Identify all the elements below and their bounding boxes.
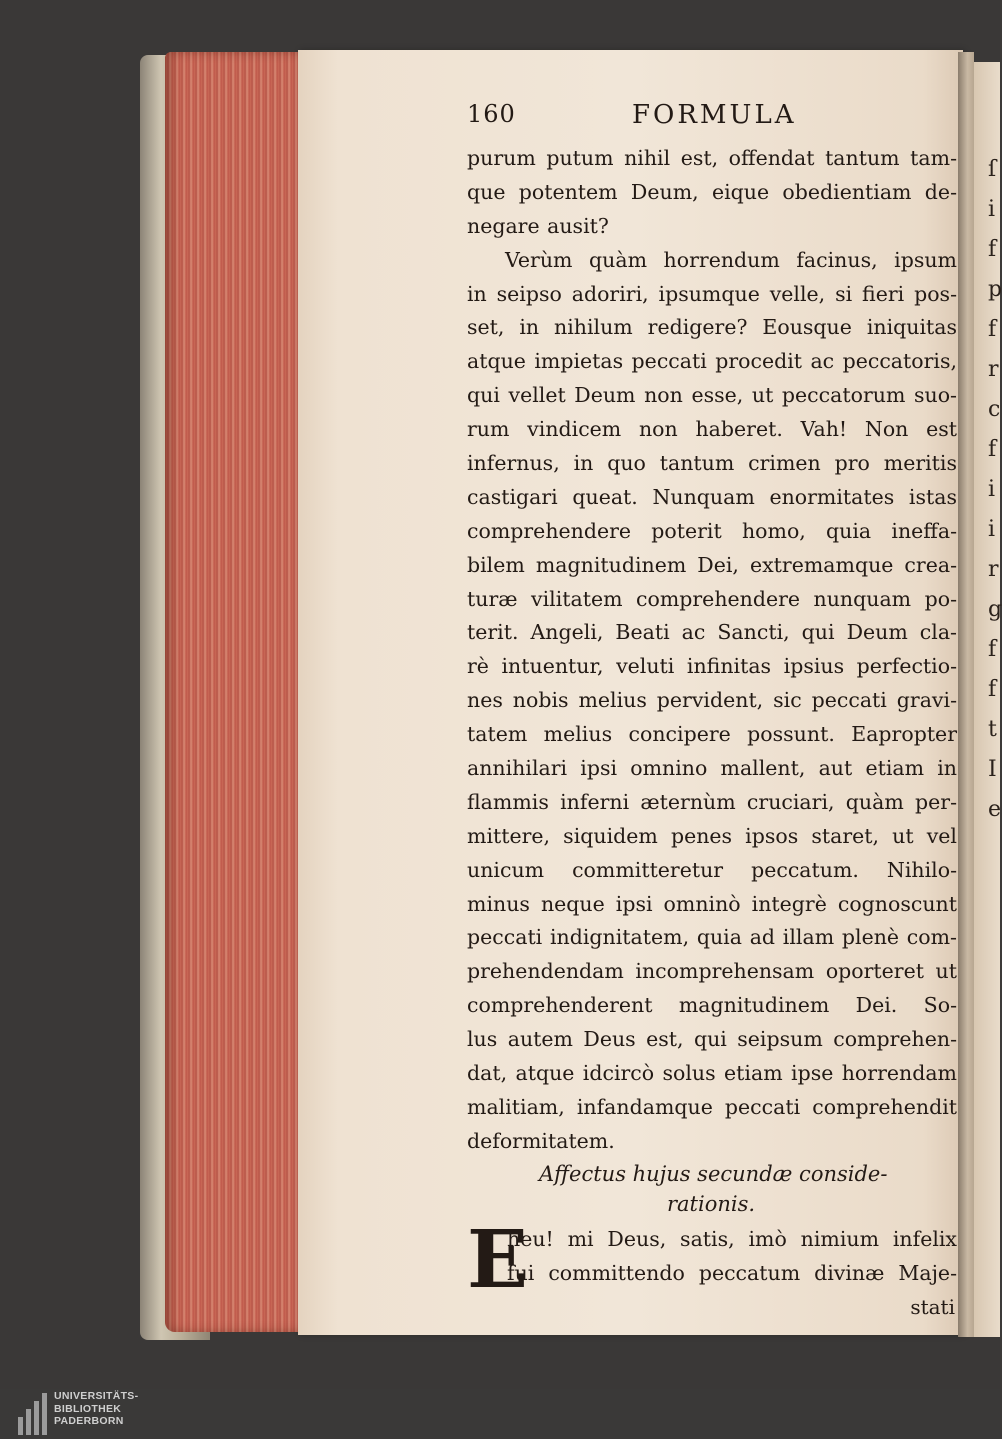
facing-page-letter: f	[988, 437, 997, 462]
facing-page-letter: r	[988, 357, 999, 382]
text-line: turæ vilitatem comprehendere nunquam po-	[467, 586, 957, 611]
text-line: minus neque ipsi omninò integrè cognoscunt	[467, 891, 957, 916]
text-line: set, in nihilum redigere? Eousque iniquitas	[467, 315, 957, 340]
text-line: comprehendere poterit homo, quia ineffa-	[467, 518, 957, 543]
facing-page-letter: g	[988, 597, 1002, 622]
text-line: mittere, siquidem penes ipsos staret, ut vel	[467, 823, 957, 848]
text-line: purum putum nihil est, offendat tantum tam-	[467, 146, 957, 170]
page-header	[467, 100, 957, 142]
text-line: fui committendo peccatum divinæ Maje-	[507, 1260, 957, 1285]
text-line: nes nobis melius pervident, sic peccati gravi-	[467, 688, 957, 713]
text-line: deformitatem.	[467, 1128, 615, 1153]
facing-page-letter: f	[988, 677, 997, 702]
facing-page-letter: c	[988, 397, 1001, 422]
text-line: rè intuentur, veluti infinitas ipsius perfectio-	[467, 654, 957, 679]
text-line: que potentem Deum, eique obedientiam de-	[467, 179, 957, 204]
page-text-block	[467, 100, 957, 1323]
text-line: rum vindicem non haberet. Vah! Non est	[467, 417, 957, 442]
text-line: comprehenderent magnitudinem Dei. So-	[467, 993, 957, 1018]
library-footer	[0, 1389, 1000, 1439]
prayer-paragraph	[467, 1211, 957, 1306]
section-heading	[467, 1159, 957, 1219]
text-line: atque impietas peccati procedit ac peccatoris,	[467, 349, 957, 374]
facing-page-letter: ſ	[988, 157, 997, 182]
text-line: malitiam, infandamque peccati comprehendit	[467, 1094, 957, 1119]
page-number: 160	[467, 100, 516, 128]
facing-page-letter: f	[988, 237, 997, 262]
facing-page-letter: t	[988, 717, 997, 742]
red-page-edges	[165, 52, 300, 1332]
text-line: tatem melius concipere possunt. Eapropter	[467, 722, 957, 747]
text-line: heu! mi Deus, satis, imò nimium infelix	[507, 1226, 957, 1251]
text-line: negare ausit?	[467, 213, 609, 238]
text-line: infernus, in quo tantum crimen pro meritis	[467, 451, 957, 476]
text-line: dat, atque idcircò solus etiam ipse horrendam	[467, 1061, 957, 1086]
text-line: Verùm quàm horrendum facinus, ipsum	[505, 247, 957, 272]
facing-page-letter: r	[988, 557, 999, 582]
text-line: peccati indignitatem, quia ad illam plenè com-	[467, 925, 957, 950]
library-logo-icon	[18, 1391, 58, 1435]
section-heading-line: Affectus hujus secundæ conside-	[539, 1161, 888, 1186]
catchword: stati	[910, 1294, 955, 1319]
text-line: bilem magnitudinem Dei, extremamque crea-	[467, 552, 957, 577]
facing-page-letter: i	[988, 477, 996, 502]
library-logo-text: UNIVERSITÄTS- BIBLIOTHEK PADERBORN	[54, 1390, 139, 1427]
text-line: flammis inferni æternùm cruciari, quàm per-	[467, 789, 957, 814]
text-line: annihilari ipsi omnino mallent, aut etiam in	[467, 756, 957, 781]
facing-page-letter: I	[988, 757, 997, 782]
drop-initial: E	[467, 1211, 528, 1306]
running-head: FORMULA	[632, 100, 797, 130]
body-text	[467, 142, 957, 1159]
facing-page-letter: i	[988, 517, 996, 542]
book-gutter	[958, 52, 974, 1337]
text-line: in seipso adoriri, ipsumque velle, si fieri pos-	[467, 281, 957, 306]
text-line: qui vellet Deum non esse, ut peccatorum suo-	[467, 383, 957, 408]
facing-page-letter: f	[988, 317, 997, 342]
facing-page-letter: i	[988, 197, 996, 222]
section-heading-line: rationis.	[667, 1191, 756, 1216]
facing-page-letter: e	[988, 797, 1002, 822]
text-line: prehendendam incomprehensam oporteret ut	[467, 959, 957, 984]
facing-page-letter: f	[988, 637, 997, 662]
facing-page-letters	[988, 150, 1002, 830]
text-line: terit. Angeli, Beati ac Sancti, qui Deum cla-	[467, 620, 957, 645]
facing-page-letter: p	[988, 277, 1002, 302]
text-line: lus autem Deus est, qui seipsum comprehen-	[467, 1027, 957, 1052]
text-line: castigari queat. Nunquam enormitates istas	[467, 484, 957, 509]
text-line: unicum committeretur peccatum. Nihilo-	[467, 857, 957, 882]
